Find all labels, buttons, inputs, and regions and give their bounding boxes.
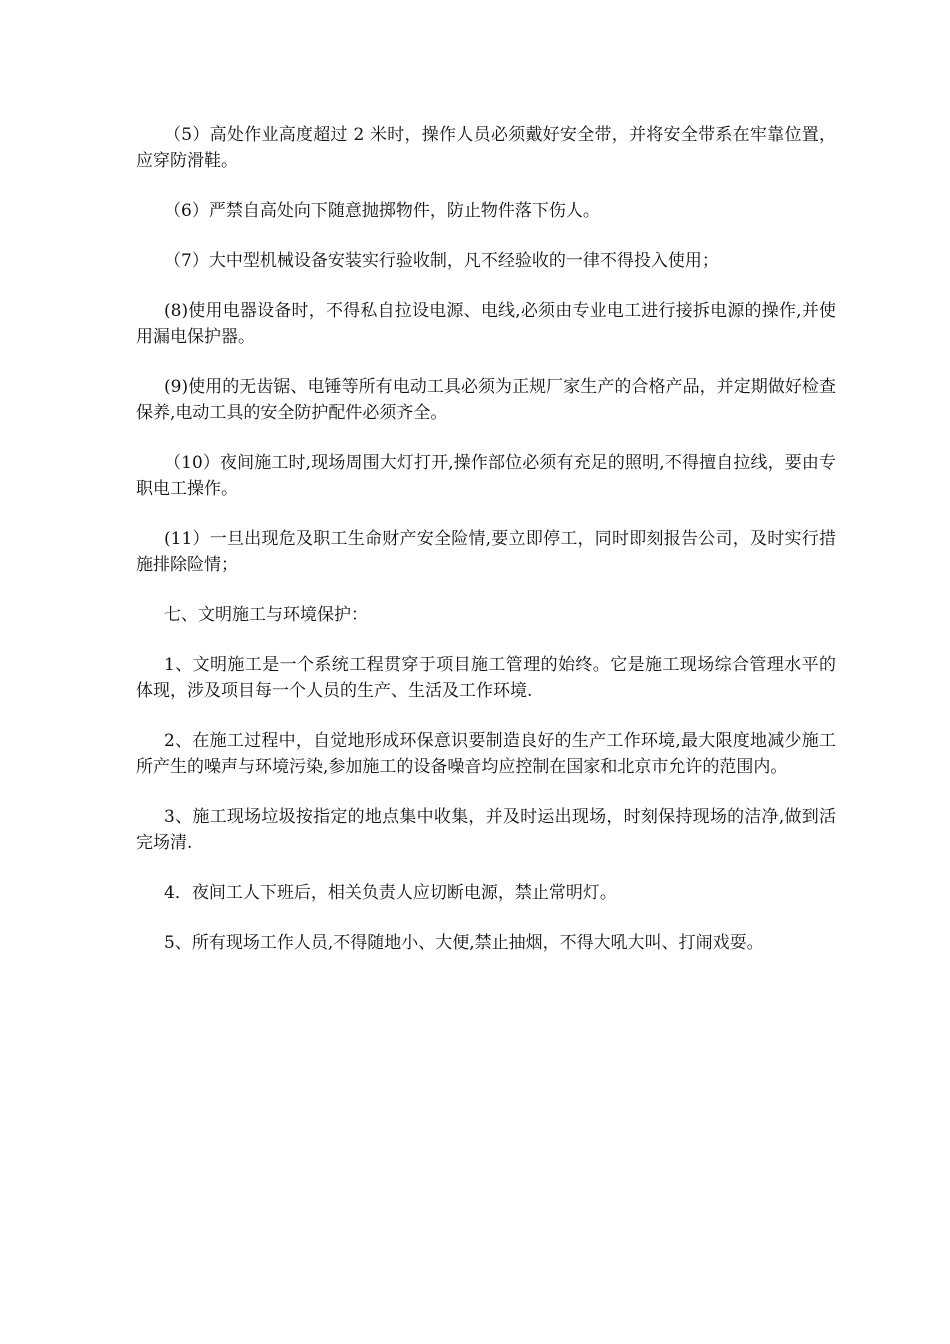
paragraph-civilized-4: 4．夜间工人下班后，相关负责人应切断电源，禁止常明灯。 — [164, 883, 617, 903]
document-body — [136, 122, 836, 980]
paragraph-civilized-5: 5、所有现场工作人员,不得随地小、大便,禁止抽烟，不得大吼大叫、打闹戏耍。 — [164, 933, 764, 953]
paragraph-civilized-1: 1、文明施工是一个系统工程贯穿于项目施工管理的始终。它是施工现场综合管理水平的体现，涉及项目每一个人员的生产、生活及工作环境. — [136, 655, 836, 701]
paragraph-civilized-3: 3、施工现场垃圾按指定的地点集中收集，并及时运出现场，时刻保持现场的洁净,做到活完场清. — [136, 807, 836, 853]
paragraph-safety-8: (8)使用电器设备时，不得私自拉设电源、电线,必须由专业电工进行接拆电源的操作,并使用漏电保护器。 — [136, 301, 836, 347]
paragraph-safety-7: （7）大中型机械设备安装实行验收制，凡不经验收的一律不得投入使用； — [164, 251, 719, 271]
paragraph-safety-11: (11）一旦出现危及职工生命财产安全险情,要立即停工，同时即刻报告公司，及时实行措施排除险情； — [136, 529, 836, 575]
section-heading-civilized-construction: 七、文明施工与环境保护： — [164, 605, 368, 625]
paragraph-safety-5: （5）高处作业高度超过 2 米时，操作人员必须戴好安全带，并将安全带系在牢靠位置，应穿防滑鞋。 — [136, 125, 836, 171]
paragraph-civilized-2: 2、在施工过程中，自觉地形成环保意识要制造良好的生产工作环境,最大限度地减少施工所产生的噪声与环境污染,参加施工的设备噪音均应控制在国家和北京市允许的范围内。 — [136, 731, 836, 777]
paragraph-safety-6: （6）严禁自高处向下随意抛掷物件，防止物件落下伤人。 — [164, 201, 600, 221]
paragraph-safety-10: （10）夜间施工时,现场周围大灯打开,操作部位必须有充足的照明,不得擅自拉线，要由专职电工操作。 — [136, 453, 836, 499]
paragraph-safety-9: (9)使用的无齿锯、电锤等所有电动工具必须为正规厂家生产的合格产品，并定期做好检查保养,电动工具的安全防护配件必须齐全。 — [136, 377, 836, 423]
